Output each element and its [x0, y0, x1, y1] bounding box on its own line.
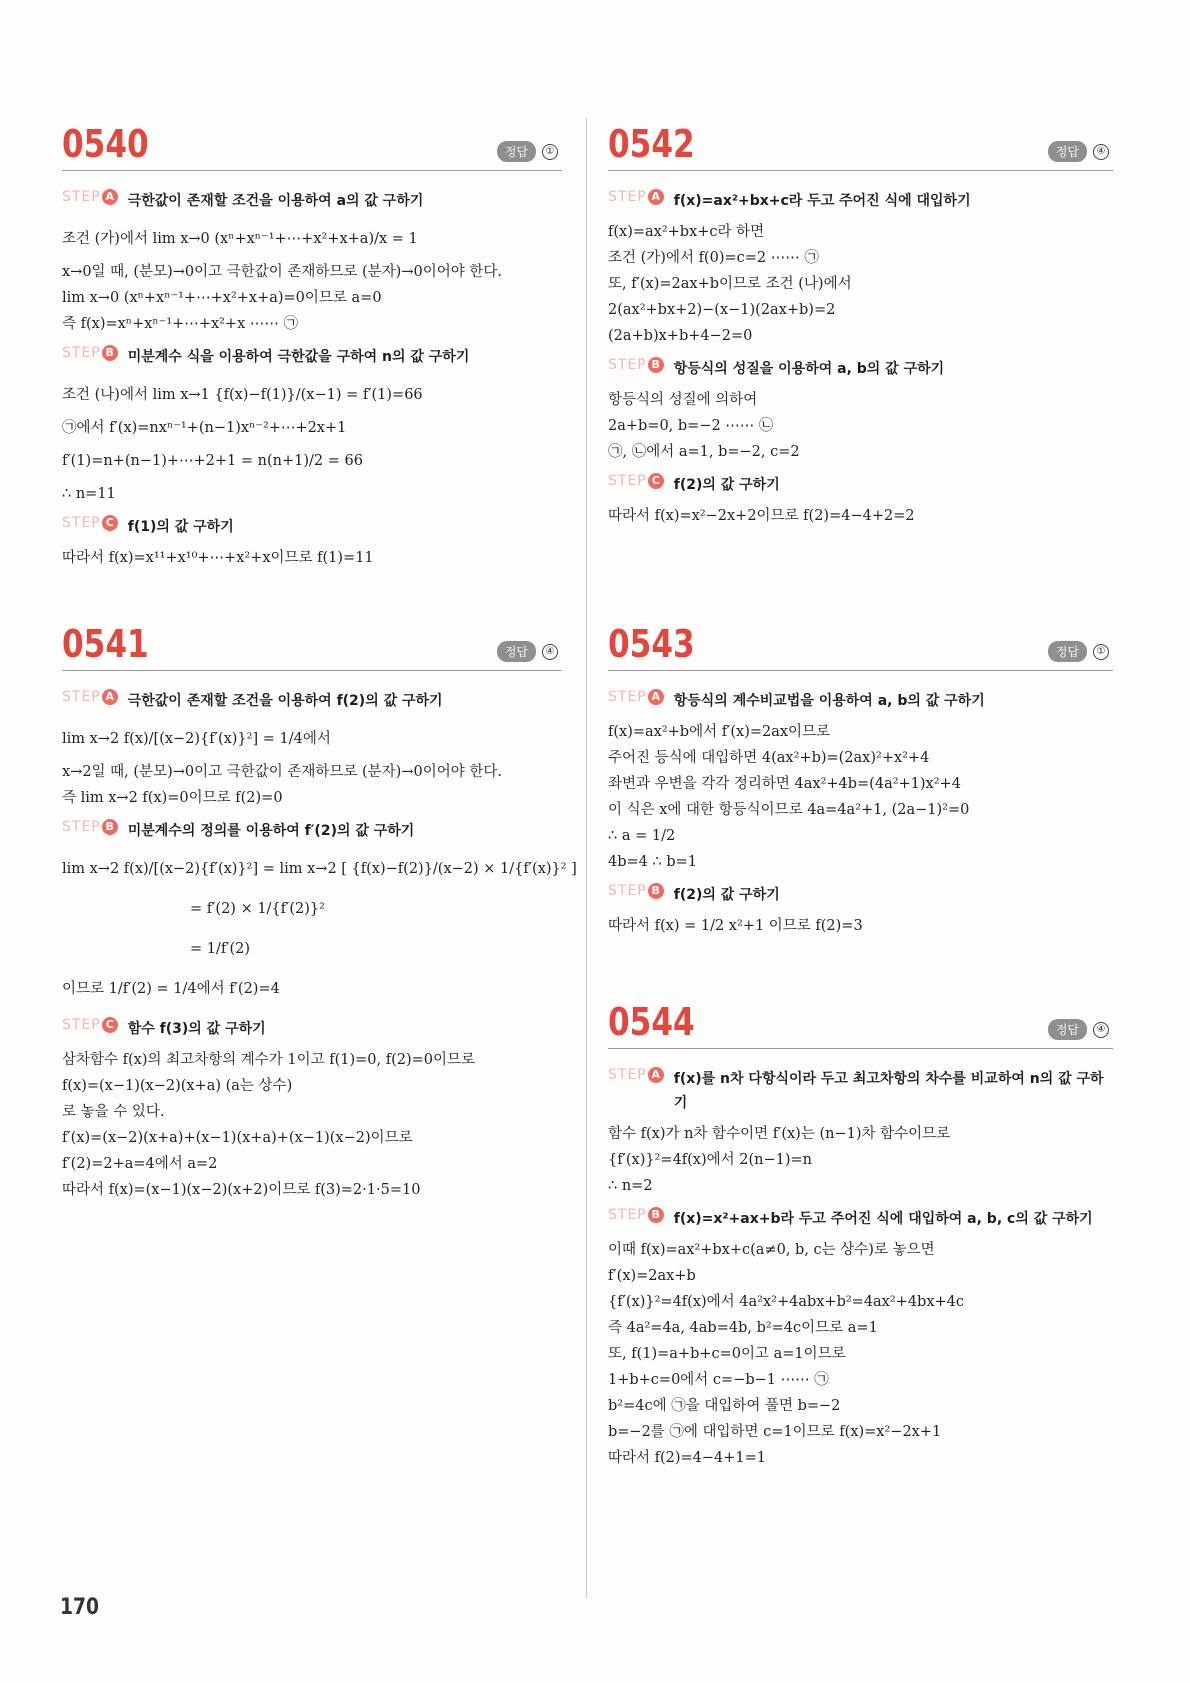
step-word: STEP [62, 189, 101, 205]
solution-line: f(x)=ax²+b에서 f′(x)=2ax이므로 [608, 724, 831, 740]
problem-header [62, 120, 562, 171]
solution-line: 조건 (가)에서 lim x→0 (xⁿ+xⁿ⁻¹+⋯+x²+x+a)/x = 1 [62, 231, 418, 247]
answer-indicator [1048, 141, 1109, 162]
solution-line: f(x)=ax²+bx+c라 하면 [608, 224, 765, 240]
step-word: STEP [608, 1207, 647, 1223]
solution-line: 함수 f(x)가 n차 함수이면 f′(x)는 (n−1)차 함수이므로 [608, 1126, 951, 1142]
step-c [62, 1017, 562, 1041]
solution-line: 즉 f(x)=xⁿ+xⁿ⁻¹+⋯+x²+x ⋯⋯ ㉠ [62, 316, 298, 332]
answer-choice: ④ [542, 644, 558, 660]
step-letter: C [648, 473, 664, 489]
column-divider [586, 118, 587, 1598]
solution-line: 따라서 f(x)=(x−1)(x−2)(x+2)이므로 f(3)=2·1·5=10 [62, 1182, 421, 1198]
solution-line: {f′(x)}²=4f(x)에서 2(n−1)=n [608, 1152, 813, 1168]
step-b [62, 819, 562, 843]
step-a [608, 689, 1113, 713]
solution-line: ㉠, ㉡에서 a=1, b=−2, c=2 [608, 444, 800, 460]
solution-line: ∴ n=11 [62, 486, 116, 502]
step-letter: A [102, 189, 118, 205]
problem-number: 0542 [608, 122, 695, 166]
solution-line: 이 식은 x에 대한 항등식이므로 4a=4a²+1, (2a−1)²=0 [608, 802, 970, 818]
problem-number: 0543 [608, 622, 695, 666]
problem-number: 0540 [62, 122, 149, 166]
step-title: 항등식의 성질을 이용하여 a, b의 값 구하기 [673, 361, 945, 377]
step-b [62, 345, 562, 369]
solution-line: 좌변과 우변을 각각 정리하면 4ax²+4b=(4a²+1)x²+4 [608, 776, 961, 792]
step-letter: B [648, 1207, 664, 1223]
solution-line: = f′(2) × 1/{f′(2)}² [190, 901, 325, 917]
step-letter: A [648, 189, 664, 205]
solution-line: f′(x)=(x−2)(x+a)+(x−1)(x+a)+(x−1)(x−2)이므로 [62, 1130, 413, 1146]
step-letter: A [648, 689, 664, 705]
answer-choice: ④ [1093, 144, 1109, 160]
step-title: 함수 f(3)의 값 구하기 [127, 1021, 266, 1037]
solution-line: lim x→2 f(x)/[(x−2){f′(x)}²] = 1/4에서 [62, 731, 331, 747]
solution-line: {f′(x)}²=4f(x)에서 4a²x²+4abx+b²=4ax²+4bx+4c [608, 1294, 965, 1310]
solution-line: 조건 (나)에서 lim x→1 {f(x)−f(1)}/(x−1) = f′(1)=66 [62, 387, 423, 403]
step-title: 극한값이 존재할 조건을 이용하여 a의 값 구하기 [127, 193, 424, 209]
step-title: f(x)를 n차 다항식이라 두고 최고차항의 차수를 비교하여 n의 값 구하기 [673, 1071, 1104, 1111]
answer-indicator [497, 641, 558, 662]
solution-line: 또, f(1)=a+b+c=0이고 a=1이므로 [608, 1346, 846, 1362]
solution-line: 따라서 f(x) = 1/2 x²+1 이므로 f(2)=3 [608, 918, 863, 934]
solution-line: 로 놓을 수 있다. [62, 1104, 165, 1120]
step-letter: B [648, 357, 664, 373]
answer-indicator [497, 141, 558, 162]
step-word: STEP [62, 345, 101, 361]
problem-number: 0541 [62, 622, 149, 666]
problem-0542 [608, 120, 1113, 529]
problem-0543 [608, 620, 1113, 939]
solution-line: 주어진 등식에 대입하면 4(ax²+b)=(2ax)²+x²+4 [608, 750, 930, 766]
step-title: f(2)의 값 구하기 [673, 477, 780, 493]
answer-badge: 정답 [497, 641, 536, 662]
step-letter: B [102, 345, 118, 361]
solution-line: 이때 f(x)=ax²+bx+c(a≠0, b, c는 상수)로 놓으면 [608, 1242, 935, 1258]
step-letter: A [648, 1067, 664, 1083]
solution-line: f′(2)=2+a=4에서 a=2 [62, 1156, 218, 1172]
solution-line: x→2일 때, (분모)→0이고 극한값이 존재하므로 (분자)→0이어야 한다. [62, 764, 502, 780]
problem-header [608, 620, 1113, 671]
solution-line: b²=4c에 ㉠을 대입하여 풀면 b=−2 [608, 1398, 841, 1414]
solution-line: ㉠에서 f′(x)=nxⁿ⁻¹+(n−1)xⁿ⁻²+⋯+2x+1 [62, 420, 347, 436]
step-c [62, 515, 562, 539]
step-letter: A [102, 689, 118, 705]
solution-line: 즉 lim x→2 f(x)=0이므로 f(2)=0 [62, 790, 283, 806]
solution-line: 1+b+c=0에서 c=−b−1 ⋯⋯ ㉠ [608, 1372, 829, 1388]
solution-line: 4b=4 ∴ b=1 [608, 854, 697, 870]
solution-line: 2(ax²+bx+2)−(x−1)(2ax+b)=2 [608, 302, 836, 318]
answer-badge: 정답 [1048, 141, 1087, 162]
step-b [608, 883, 1113, 907]
problem-header [62, 620, 562, 671]
step-word: STEP [608, 689, 647, 705]
solution-line: f′(1)=n+(n−1)+⋯+2+1 = n(n+1)/2 = 66 [62, 453, 363, 469]
step-letter: B [102, 819, 118, 835]
step-a [608, 189, 1113, 213]
problem-number: 0544 [608, 1000, 695, 1044]
step-a [608, 1067, 1113, 1115]
answer-choice: ① [542, 144, 558, 160]
answer-badge: 정답 [1048, 641, 1087, 662]
step-word: STEP [62, 515, 101, 531]
solution-line: 또, f′(x)=2ax+b이므로 조건 (나)에서 [608, 276, 852, 292]
step-title: f(x)=x²+ax+b라 두고 주어진 식에 대입하여 a, b, c의 값 구하기 [673, 1211, 1093, 1227]
problem-header [608, 998, 1113, 1049]
step-title: f(x)=ax²+bx+c라 두고 주어진 식에 대입하기 [673, 193, 971, 209]
step-c [608, 473, 1113, 497]
solution-line: b=−2를 ㉠에 대입하면 c=1이므로 f(x)=x²−2x+1 [608, 1424, 942, 1440]
step-title: f(1)의 값 구하기 [127, 519, 234, 535]
solution-line: 따라서 f(2)=4−4+1=1 [608, 1450, 767, 1466]
page-number: 170 [60, 1595, 100, 1620]
solution-line: 따라서 f(x)=x²−2x+2이므로 f(2)=4−4+2=2 [608, 508, 915, 524]
step-title: 극한값이 존재할 조건을 이용하여 f(2)의 값 구하기 [127, 693, 443, 709]
step-word: STEP [608, 357, 647, 373]
step-title: 항등식의 계수비교법을 이용하여 a, b의 값 구하기 [673, 693, 985, 709]
step-word: STEP [62, 1017, 101, 1033]
step-b [608, 357, 1113, 381]
answer-choice: ① [1093, 644, 1109, 660]
step-title: 미분계수의 정의를 이용하여 f′(2)의 값 구하기 [127, 823, 415, 839]
problem-0541 [62, 620, 577, 1203]
solution-line: 항등식의 성질에 의하여 [608, 392, 758, 408]
solution-line: lim x→2 f(x)/[(x−2){f′(x)}²] = lim x→2 [ {f(x)−f(2)}/(x−2) × 1/{f′(x)}² ] [62, 861, 577, 877]
step-word: STEP [62, 689, 101, 705]
solution-line: ∴ n=2 [608, 1178, 653, 1194]
solution-line: 따라서 f(x)=x¹¹+x¹⁰+⋯+x²+x이므로 f(1)=11 [62, 550, 374, 566]
step-word: STEP [608, 189, 647, 205]
step-word: STEP [608, 883, 647, 899]
problem-0544 [608, 998, 1113, 1471]
step-a [62, 689, 562, 713]
solution-line: 삼차함수 f(x)의 최고차항의 계수가 1이고 f(1)=0, f(2)=0이므로 [62, 1052, 476, 1068]
answer-badge: 정답 [1048, 1019, 1087, 1040]
solution-line: x→0일 때, (분모)→0이고 극한값이 존재하므로 (분자)→0이어야 한다. [62, 264, 502, 280]
problem-0540 [62, 120, 562, 571]
solution-line: ∴ a = 1/2 [608, 828, 676, 844]
solution-line: 즉 4a²=4a, 4ab=4b, b²=4c이므로 a=1 [608, 1320, 878, 1336]
solution-line: f′(x)=2ax+b [608, 1268, 696, 1284]
step-letter: C [102, 515, 118, 531]
solution-line: (2a+b)x+b+4−2=0 [608, 328, 753, 344]
step-word: STEP [62, 819, 101, 835]
solution-line: 2a+b=0, b=−2 ⋯⋯ ㉡ [608, 418, 774, 434]
step-a [62, 189, 562, 213]
step-letter: C [102, 1017, 118, 1033]
step-letter: B [648, 883, 664, 899]
problem-header [608, 120, 1113, 171]
answer-indicator [1048, 641, 1109, 662]
answer-choice: ④ [1093, 1022, 1109, 1038]
answer-badge: 정답 [497, 141, 536, 162]
solution-line: f(x)=(x−1)(x−2)(x+a) (a는 상수) [62, 1078, 293, 1094]
step-word: STEP [608, 1067, 647, 1083]
solution-line: 조건 (가)에서 f(0)=c=2 ⋯⋯ ㉠ [608, 250, 819, 266]
answer-indicator [1048, 1019, 1109, 1040]
step-title: 미분계수 식을 이용하여 극한값을 구하여 n의 값 구하기 [127, 349, 470, 365]
solution-line: 이므로 1/f′(2) = 1/4에서 f′(2)=4 [62, 981, 280, 997]
step-b [608, 1207, 1113, 1231]
solution-line: lim x→0 (xⁿ+xⁿ⁻¹+⋯+x²+x+a)=0이므로 a=0 [62, 290, 382, 306]
solution-line: = 1/f′(2) [190, 941, 251, 957]
step-title: f(2)의 값 구하기 [673, 887, 780, 903]
step-word: STEP [608, 473, 647, 489]
